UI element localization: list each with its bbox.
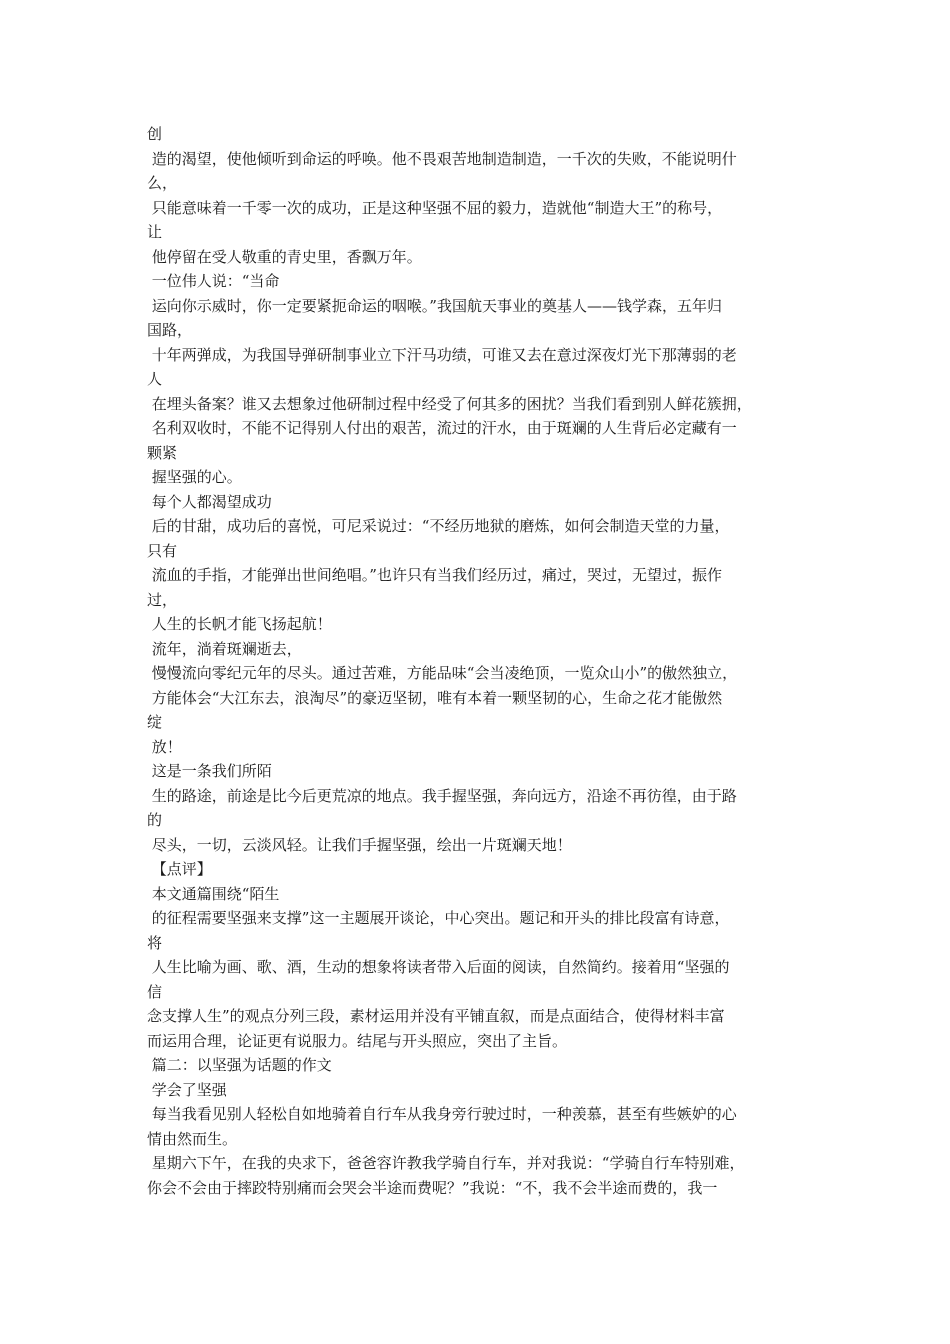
text-line: 只能意味着一千零一次的成功，正是这种坚强不屈的毅力，造就他“制造大王”的称号， — [147, 198, 723, 217]
text-line: 人生比喻为画、歌、酒，生动的想象将读者带入后面的阅读，自然简约。接着用“坚强的 — [147, 958, 730, 976]
text-line: 么， — [147, 174, 178, 192]
text-line: 而运用合理，论证更有说服力。结尾与开头照应，突出了主旨。 — [147, 1031, 568, 1050]
text-line: 篇二：以坚强为话题的作文 — [147, 1056, 332, 1074]
text-line: 放！ — [147, 737, 182, 756]
document-body — [147, 122, 827, 1200]
text-line: 情由然而生。 — [147, 1129, 238, 1148]
text-line: 【点评】 — [147, 860, 212, 878]
text-line: 让 — [147, 223, 163, 241]
text-line: 创 — [147, 125, 163, 143]
text-line: 每当我看见别人轻松自如地骑着自行车从我身旁行驶过时，一种羡慕，甚至有些嫉妒的心 — [147, 1105, 737, 1123]
text-line: 你会不会由于摔跤特别痛而会哭会半途而费呢？”我说：“不，我不会半途而费的，我一 — [147, 1178, 718, 1197]
text-line: 颗紧 — [147, 443, 178, 462]
text-line: 人生的长帆才能飞扬起航！ — [147, 615, 332, 633]
text-line: 学会了坚强 — [147, 1080, 227, 1099]
text-line: 流年，淌着斑斓逝去， — [147, 639, 302, 658]
text-line: 运向你示威时，你一定要紧扼命运的咽喉。”我国航天事业的奠基人——钱学森，五年归 — [147, 296, 722, 315]
text-line: 星期六下午，在我的央求下，爸爸容许教我学骑自行车，并对我说：“学骑自行车特别难， — [147, 1154, 745, 1172]
text-line: 信 — [147, 982, 163, 1001]
text-line: 本文通篇围绕“陌生 — [147, 884, 280, 903]
text-line: 他停留在受人敬重的青史里，香飘万年。 — [147, 247, 422, 266]
text-line: 这是一条我们所陌 — [147, 762, 272, 780]
text-line: 流血的手指，才能弹出世间绝唱。”也许只有当我们经历过，痛过，哭过，无望过，振作 — [147, 566, 722, 584]
text-line: 人 — [147, 370, 163, 388]
text-line: 生的路途，前途是比今后更荒凉的地点。我手握坚强，奔向远方，沿途不再彷徨，由于路 — [147, 786, 737, 805]
text-line: 十年两弹成，为我国导弹研制事业立下汗马功绩，可谁又去在意过深夜灯光下那薄弱的老 — [147, 345, 737, 364]
text-line: 后的甘甜，成功后的喜悦，可尼采说过：“不经历地狱的磨炼，如何会制造天堂的力量， — [147, 517, 730, 535]
text-line: 一位伟人说：“当命 — [147, 272, 280, 290]
text-line: 的征程需要坚强来支撑”这一主题展开谈论，中心突出。题记和开头的排比段富有诗意， — [147, 909, 730, 927]
text-line: 念支撑人生”的观点分列三段，素材运用并没有平铺直叙，而是点面结合，使得材料丰富 — [147, 1007, 725, 1025]
text-line: 方能体会“大江东去，浪淘尽”的豪迈坚韧，唯有本着一颗坚韧的心，生命之花才能傲然 — [147, 688, 723, 707]
text-line: 造的渴望，使他倾听到命运的呼唤。他不畏艰苦地制造制造，一千次的失败，不能说明什 — [147, 149, 737, 168]
text-line: 绽 — [147, 713, 163, 731]
text-line: 在埋头备案？谁又去想象过他研制过程中经受了何其多的困扰？当我们看到别人鲜花簇拥， — [147, 394, 752, 413]
text-line: 握坚强的心。 — [147, 468, 242, 486]
text-line: 的 — [147, 811, 163, 829]
text-line: 国路， — [147, 321, 193, 339]
text-line: 慢慢流向零纪元年的尽头。通过苦难，方能品味“会当凌绝顶，一览众山小”的傲然独立， — [147, 664, 738, 682]
text-line: 每个人都渴望成功 — [147, 492, 272, 511]
text-line: 名利双收时，不能不记得别人付出的艰苦，流过的汗水，由于斑斓的人生背后必定藏有一 — [147, 419, 737, 437]
text-line: 只有 — [147, 541, 178, 560]
text-line: 尽头，一切，云淡风轻。让我们手握坚强，绘出一片斑斓天地！ — [147, 835, 572, 854]
text-line: 过， — [147, 590, 178, 609]
text-line: 将 — [147, 933, 163, 952]
